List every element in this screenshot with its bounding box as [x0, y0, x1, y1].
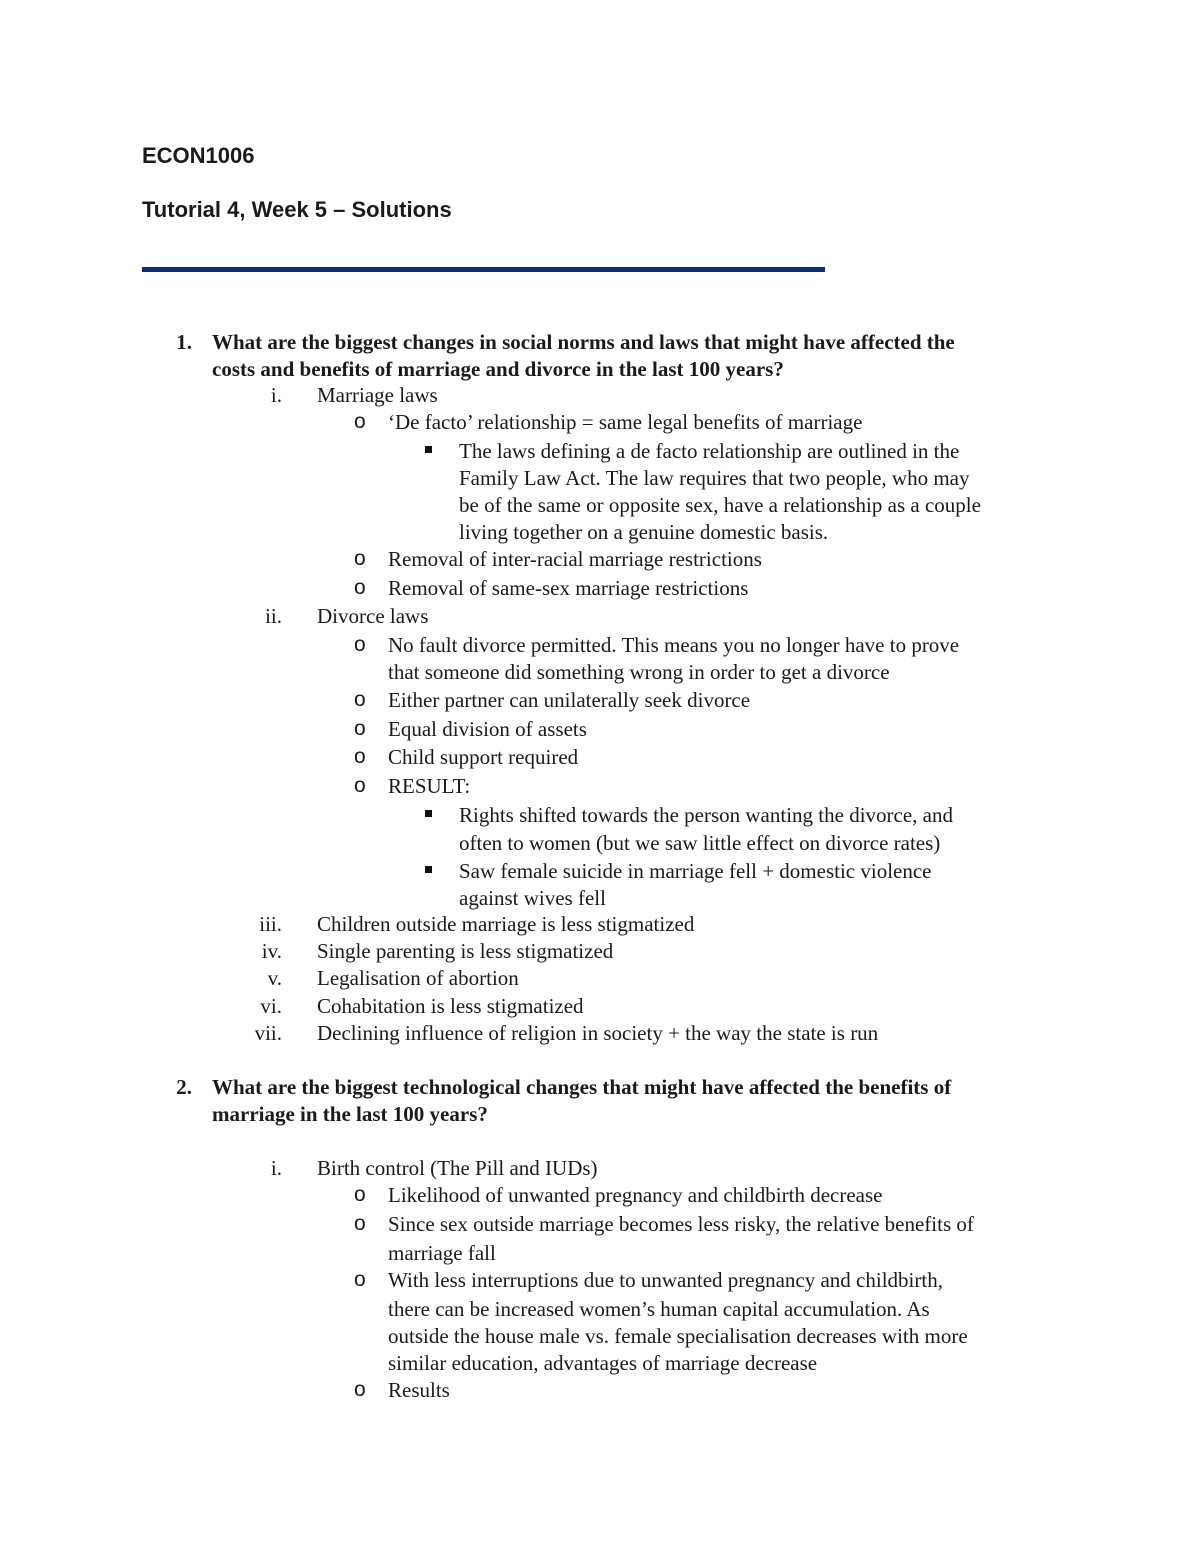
q1-iv-text: Single parenting is less stigmatized [317, 939, 614, 963]
q1-vi-numeral: vi. [260, 994, 282, 1018]
circle-bullet: o [354, 717, 366, 740]
q1-v-text: Legalisation of abortion [317, 966, 519, 990]
q1-i-o1-b1-line2: Family Law Act. The law requires that two people, who may [459, 466, 970, 490]
q1-i-o1-b1-line3: be of the same or opposite sex, have a relationship as a couple [459, 493, 981, 517]
q1-iv-numeral: iv. [261, 939, 282, 963]
q1-ii-b2-line1: Saw female suicide in marriage fell + domestic violence [459, 859, 932, 883]
q1-ii-o3: Equal division of assets [388, 717, 587, 741]
q1-ii-b2-line2: against wives fell [459, 886, 606, 910]
q1-vii-numeral: vii. [254, 1021, 282, 1045]
circle-bullet: o [354, 1183, 366, 1206]
q2-i-o1: Likelihood of unwanted pregnancy and childbirth decrease [388, 1183, 883, 1207]
q2-number: 2. [176, 1075, 192, 1099]
q1-i-numeral: i. [270, 383, 282, 407]
q1-ii-o2: Either partner can unilaterally seek divorce [388, 688, 751, 712]
q2-text-line2: marriage in the last 100 years? [212, 1102, 488, 1126]
q1-i-o3: Removal of same-sex marriage restrictions [388, 576, 749, 600]
circle-bullet: o [354, 576, 366, 599]
q1-ii-b1-line2: often to women (but we saw little effect on divorce rates) [459, 831, 941, 855]
course-code: ECON1006 [142, 143, 255, 168]
q1-ii-b1-line1: Rights shifted towards the person wanting the divorce, and [459, 803, 953, 827]
q1-text-line2: costs and benefits of marriage and divorce in the last 100 years? [212, 357, 784, 381]
circle-bullet: o [354, 1378, 366, 1401]
square-bullet [425, 866, 432, 873]
q1-i-o1-b1-line1: The laws defining a de facto relationship are outlined in the [459, 439, 960, 463]
circle-bullet: o [354, 688, 366, 711]
q2-i-o2-line2: marriage fall [388, 1241, 496, 1265]
q2-i-o3-line3: outside the house male vs. female specialisation decreases with more [388, 1324, 968, 1348]
q1-ii-o4: Child support required [388, 745, 579, 769]
q1-ii-o1-line1: No fault divorce permitted. This means you no longer have to prove [388, 633, 960, 657]
q1-v-numeral: v. [267, 966, 282, 990]
q2-i-o3-line2: there can be increased women’s human capital accumulation. As [388, 1297, 930, 1321]
q1-vii-text: Declining influence of religion in society + the way the state is run [317, 1021, 879, 1045]
q1-i-o1-b1-line4: living together on a genuine domestic basis. [459, 520, 829, 544]
circle-bullet: o [354, 1268, 366, 1291]
q1-ii-o1-line2: that someone did something wrong in order to get a divorce [388, 660, 890, 684]
q1-iii-text: Children outside marriage is less stigmatized [317, 912, 695, 936]
circle-bullet: o [354, 774, 366, 797]
q2-i-o3-line1: With less interruptions due to unwanted pregnancy and childbirth, [388, 1268, 943, 1292]
q1-i-o2: Removal of inter-racial marriage restrictions [388, 547, 762, 571]
q1-number: 1. [176, 330, 192, 354]
q1-text-line1: What are the biggest changes in social norms and laws that might have affected the [212, 330, 955, 354]
circle-bullet: o [354, 745, 366, 768]
q1-i-text: Marriage laws [317, 383, 438, 407]
q2-i-o2-line1: Since sex outside marriage becomes less risky, the relative benefits of [388, 1212, 974, 1236]
q1-ii-text: Divorce laws [317, 604, 429, 628]
document-subtitle: Tutorial 4, Week 5 – Solutions [142, 197, 452, 222]
q1-ii-numeral: ii. [265, 604, 282, 628]
q2-i-text: Birth control (The Pill and IUDs) [317, 1156, 598, 1180]
circle-bullet: o [354, 547, 366, 570]
q2-i-numeral: i. [270, 1156, 282, 1180]
q1-vi-text: Cohabitation is less stigmatized [317, 994, 584, 1018]
q2-i-o4: Results [388, 1378, 450, 1402]
q2-text-line1: What are the biggest technological changes that might have affected the benefits of [212, 1075, 952, 1099]
circle-bullet: o [354, 1212, 366, 1235]
square-bullet [425, 446, 432, 453]
q2-i-o3-line4: similar education, advantages of marriage decrease [388, 1351, 818, 1375]
square-bullet [425, 810, 432, 817]
q1-ii-o5: RESULT: [388, 774, 471, 798]
circle-bullet: o [354, 633, 366, 656]
q1-i-o1: ‘De facto’ relationship = same legal benefits of marriage [388, 410, 863, 434]
q1-iii-numeral: iii. [259, 912, 282, 936]
header-divider [142, 267, 825, 272]
circle-bullet: o [354, 410, 366, 433]
